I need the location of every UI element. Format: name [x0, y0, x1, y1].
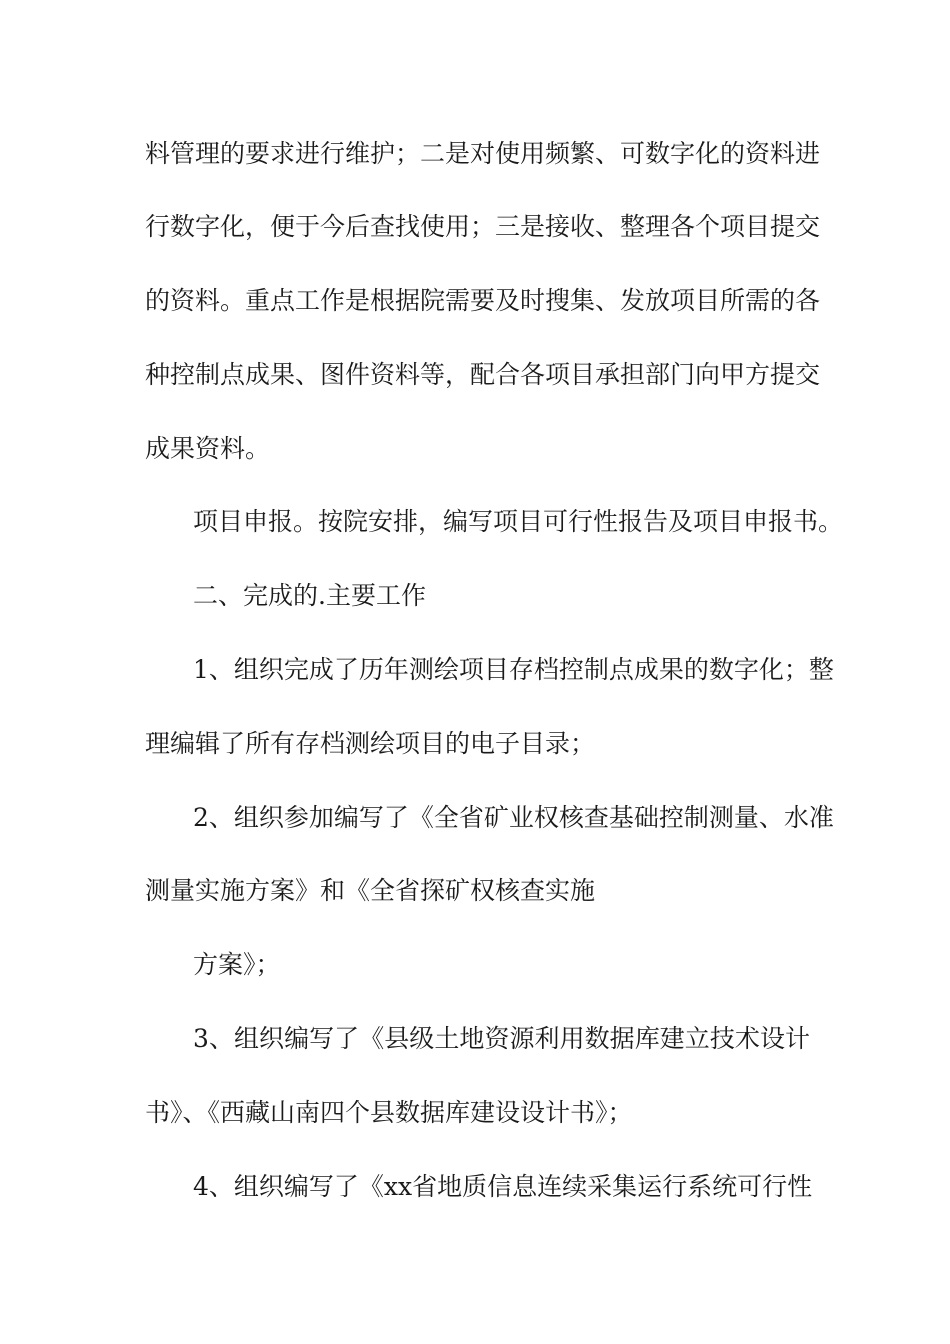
list-item-line: 书》、《西藏山南四个县数据库建设设计书》；	[145, 1098, 633, 1127]
list-item-line: 3、组织编写了《县级土地资源利用数据库建立技术设计	[193, 1024, 810, 1053]
list-item-line: 2、组织参加编写了《全省矿业权核查基础控制测量、水准	[193, 803, 834, 832]
section-heading: 二、完成的.主要工作	[193, 581, 426, 610]
list-item-line: 测量实施方案》和《全省探矿权核查实施	[145, 876, 596, 905]
list-item-line: 4、组织编写了《xx省地质信息连续采集运行系统可行性	[193, 1172, 813, 1201]
paragraph-line: 的资料。重点工作是根据院需要及时搜集、发放项目所需的各	[145, 286, 821, 315]
paragraph-line: 项目申报。按院安排，编写项目可行性报告及项目申报书。	[193, 507, 844, 536]
list-item-line: 理编辑了所有存档测绘项目的电子目录；	[145, 729, 596, 758]
paragraph-line: 行数字化，便于今后查找使用；三是接收、整理各个项目提交	[145, 212, 821, 241]
paragraph-line: 成果资料。	[145, 434, 271, 463]
paragraph-line: 种控制点成果、图件资料等，配合各项目承担部门向甲方提交	[145, 360, 821, 389]
list-item-line: 方案》；	[193, 950, 281, 979]
paragraph-line: 料管理的要求进行维护；二是对使用频繁、可数字化的资料进	[145, 139, 821, 168]
list-item-line: 1、组织完成了历年测绘项目存档控制点成果的数字化；整	[193, 655, 834, 684]
